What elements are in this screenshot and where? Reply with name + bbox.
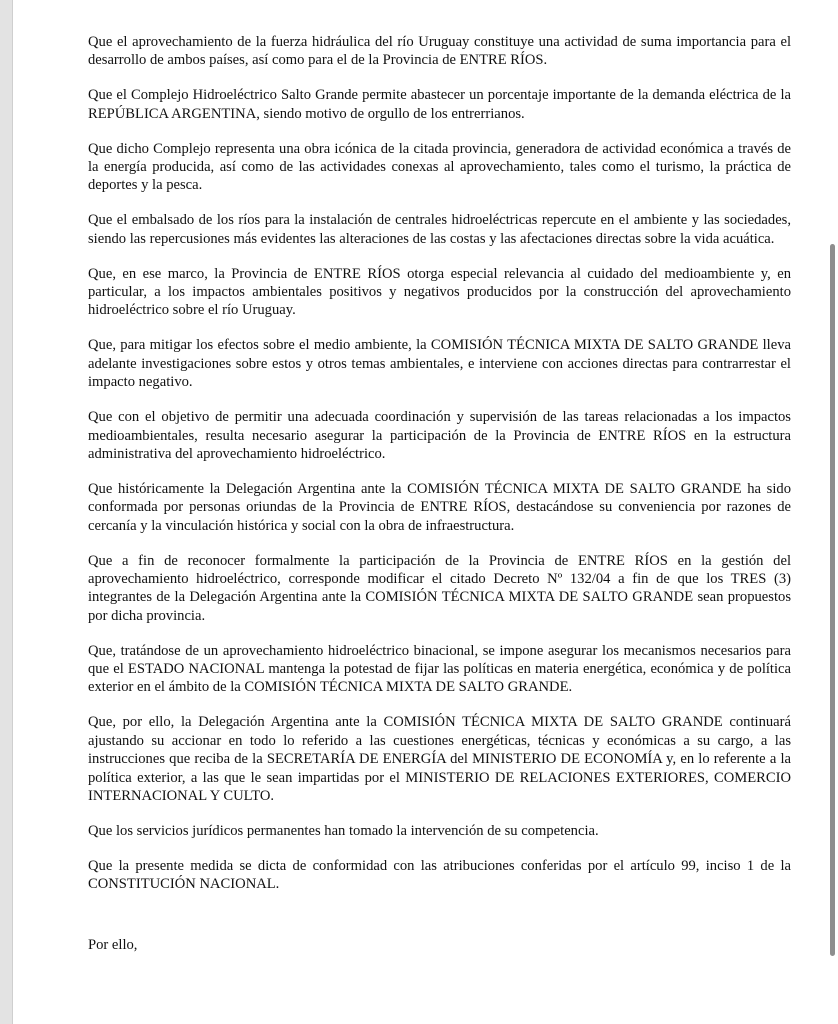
- paragraph-1: Que el aprovechamiento de la fuerza hidráulica del río Uruguay constituye una actividad de suma importancia para el desarrollo de ambos países, así como para el de la Provincia de ENTRE RÍOS.: [88, 34, 791, 69]
- closing-line: Por ello,: [88, 936, 138, 953]
- scrollbar-thumb[interactable]: [830, 244, 835, 956]
- paragraph-8: Que históricamente la Delegación Argentina ante la COMISIÓN TÉCNICA MIXTA DE SALTO GRANDE ha sido conformada por personas oriundas de la Provincia de ENTRE RÍOS, destacándose su conveniencia por razones de cercanía y la vinculación histórica y social con la obra de infraestructura.: [88, 480, 791, 534]
- paragraph-13: Que la presente medida se dicta de conformidad con las atribuciones conferidas por el artículo 99, inciso 1 de la CONSTITUCIÓN NACIONAL.: [88, 857, 791, 893]
- paragraph-4: Que el embalsado de los ríos para la instalación de centrales hidroeléctricas repercute en el ambiente y las sociedades, siendo las repercusiones más evidentes las alteraciones de las costas y las afectaciones directas sobre la vida acuática.: [88, 212, 791, 247]
- paragraph-7: Que con el objetivo de permitir una adecuada coordinación y supervisión de las tareas relacionadas a los impactos medioambientales, resulta necesario asegurar la participación de la Provincia de ENTRE RÍOS en la estructura administrativa del aprovechamiento hidroeléctrico.: [88, 409, 791, 462]
- paragraph-11: Que, por ello, la Delegación Argentina ante la COMISIÓN TÉCNICA MIXTA DE SALTO GRANDE continuará ajustando su accionar en todo lo referido a las cuestiones energéticas, técnicas y económicas a su cargo, a las instrucciones que reciba de la SECRETARÍA DE ENERGÍA del MINISTERIO DE ECONOMÍA y, en lo referente a la política exterior, a las que le sean impartidas por el MINISTERIO DE RELACIONES EXTERIORES, COMERCIO INTERNACIONAL Y CULTO.: [88, 714, 791, 804]
- document-body: [88, 33, 791, 971]
- paragraph-12: Que los servicios jurídicos permanentes han tomado la intervención de su competencia.: [88, 822, 599, 839]
- paragraph-3: Que dicho Complejo representa una obra icónica de la citada provincia, generadora de actividad económica a través de la energía producida, así como de las actividades conexas al aprovechamiento, tales como el turismo, la práctica de deportes y la pesca.: [88, 140, 791, 194]
- paragraph-2: Que el Complejo Hidroeléctrico Salto Grande permite abastecer un porcentaje importante de la demanda eléctrica de la REPÚBLICA ARGENTINA, siendo motivo de orgullo de los entrerrianos.: [88, 87, 791, 122]
- page-left-edge: [0, 0, 13, 1024]
- paragraph-10: Que, tratándose de un aprovechamiento hidroeléctrico binacional, se impone asegurar los mecanismos necesarios para que el ESTADO NACIONAL mantenga la potestad de fijar las políticas en materia energética, económica y de política exterior en el ámbito de la COMISIÓN TÉCNICA MIXTA DE SALTO GRANDE.: [88, 642, 791, 696]
- paragraph-5: Que, en ese marco, la Provincia de ENTRE RÍOS otorga especial relevancia al cuidado del medioambiente y, en particular, a los impactos ambientales positivos y negativos producidos por la construcción del aprovechamiento hidroeléctrico sobre el río Uruguay.: [88, 265, 791, 319]
- paragraph-9: Que a fin de reconocer formalmente la participación de la Provincia de ENTRE RÍOS en la gestión del aprovechamiento hidroeléctrico, corresponde modificar el citado Decreto Nº 132/04 a fin de que los TRES (3) integrantes de la Delegación Argentina ante la COMISIÓN TÉCNICA MIXTA DE SALTO GRANDE sean propuestos por dicha provincia.: [88, 552, 791, 624]
- paragraph-6: Que, para mitigar los efectos sobre el medio ambiente, la COMISIÓN TÉCNICA MIXTA DE SALTO GRANDE lleva adelante investigaciones sobre estos y otros temas ambientales, e interviene con acciones directas para contrarrestar el impacto negativo.: [88, 337, 791, 391]
